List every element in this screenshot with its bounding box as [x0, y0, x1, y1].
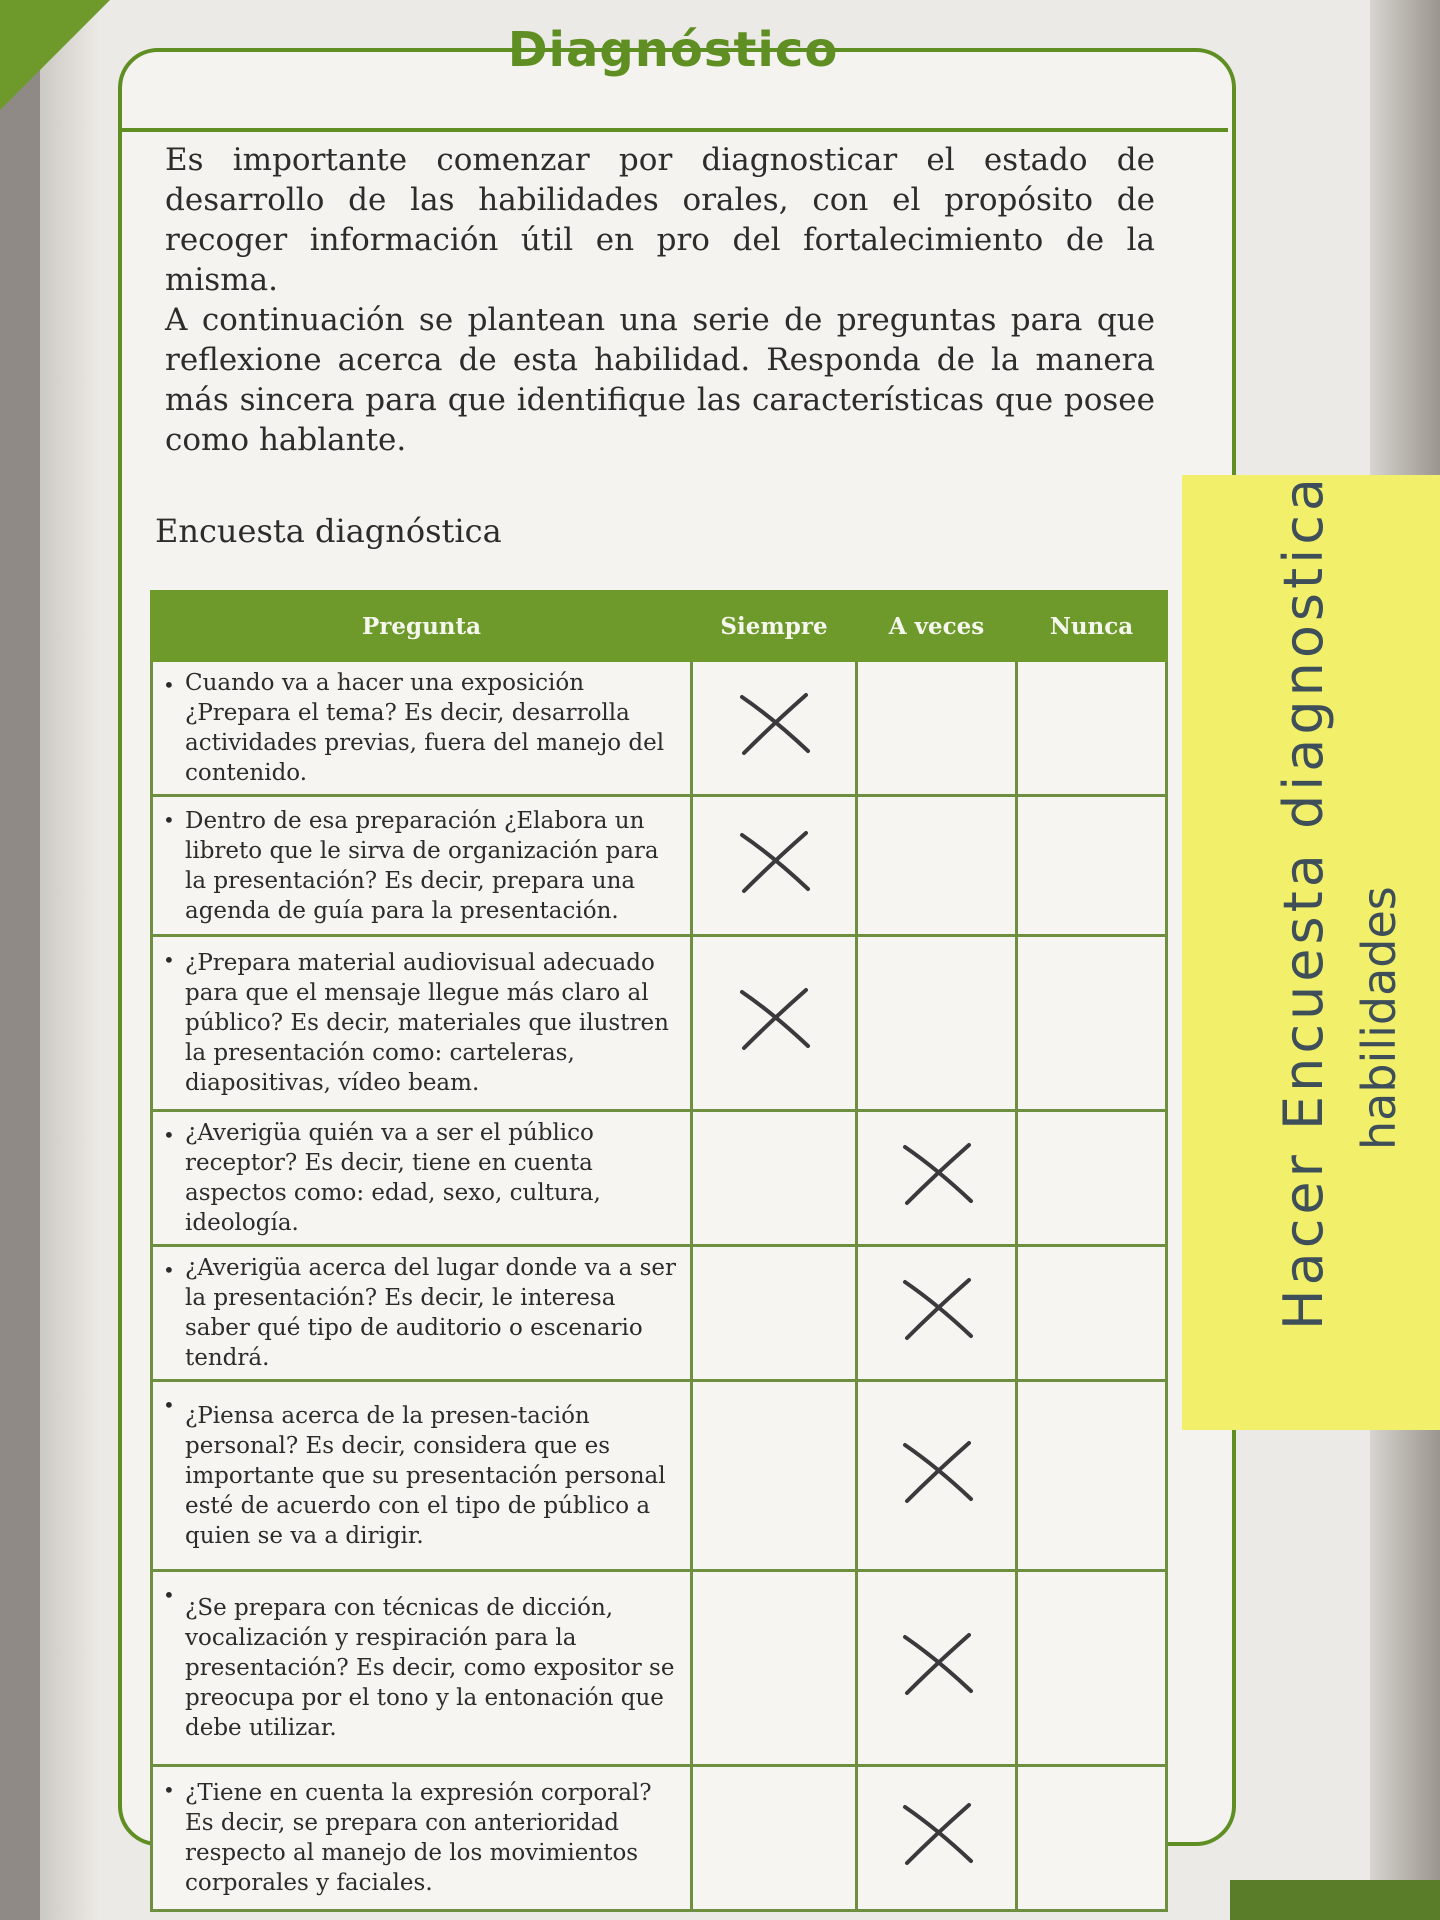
answer-cell-never[interactable]	[1017, 1571, 1167, 1766]
answer-cell-sometimes[interactable]	[857, 796, 1017, 936]
question-cell	[152, 1381, 692, 1571]
table-row	[152, 1111, 1167, 1246]
handwritten-x-mark-icon	[897, 1629, 977, 1699]
book-spine	[40, 0, 100, 1920]
handwritten-x-mark-icon	[734, 984, 814, 1054]
answer-cell-sometimes[interactable]	[857, 661, 1017, 796]
answer-cell-always[interactable]	[692, 661, 857, 796]
table-row	[152, 796, 1167, 936]
question-cell	[152, 661, 692, 796]
answer-cell-never[interactable]	[1017, 661, 1167, 796]
handwritten-x-mark-icon	[897, 1437, 977, 1507]
handwritten-x-mark-icon	[897, 1799, 977, 1869]
sticky-note-handwriting: Hacer Encuesta diagnostica	[1272, 473, 1335, 1330]
survey-title: Encuesta diagnóstica	[155, 512, 502, 550]
table-row	[152, 1246, 1167, 1381]
answer-cell-always[interactable]	[692, 1766, 857, 1911]
intro-paragraph-2: A continuación se plantean una serie de preguntas para que reflexione acerca de esta habilidad. Responda de la manera más sincera para que identifique las características que posee como hablante.	[165, 302, 1155, 458]
corner-leaf-decoration	[0, 0, 110, 110]
bullet-icon: •	[163, 808, 175, 832]
answer-cell-sometimes[interactable]	[857, 1381, 1017, 1571]
answer-cell-never[interactable]	[1017, 936, 1167, 1111]
answer-cell-never[interactable]	[1017, 1766, 1167, 1911]
question-cell	[152, 1766, 692, 1911]
title-band	[118, 0, 1228, 132]
answer-cell-always[interactable]	[692, 1246, 857, 1381]
question-cell	[152, 1246, 692, 1381]
bullet-icon: •	[163, 948, 175, 972]
table-row	[152, 1766, 1167, 1911]
table-row	[152, 661, 1167, 796]
sticky-note-handwriting-2: habilidades	[1352, 886, 1406, 1150]
answer-cell-always[interactable]	[692, 796, 857, 936]
handwritten-x-mark-icon	[897, 1274, 977, 1344]
question-cell	[152, 796, 692, 936]
answer-cell-sometimes[interactable]	[857, 1766, 1017, 1911]
column-header-never: Nunca	[1017, 592, 1167, 661]
question-text: Cuando va a hacer una exposición ¿Prepara el tema? Es decir, desarrolla actividades previas, fuera del manejo del contenido.	[185, 670, 665, 786]
question-text: ¿Averigüa acerca del lugar donde va a ser la presentación? Es decir, le interesa saber qué tipo de auditorio o escenario tendrá.	[185, 1255, 677, 1371]
answer-cell-always[interactable]	[692, 936, 857, 1111]
bullet-icon: •	[163, 1393, 175, 1417]
answer-cell-sometimes[interactable]	[857, 1571, 1017, 1766]
bullet-icon: •	[163, 673, 175, 697]
question-text: ¿Tiene en cuenta la expresión corporal? Es decir, se prepara con anterioridad respecto al manejo de los movimientos corporales y faciales.	[185, 1780, 652, 1896]
question-text: ¿Se prepara con técnicas de dicción, vocalización y respiración para la presentación? Es decir, como expositor se preocupa por el tono y la entonación que debe utilizar.	[185, 1595, 675, 1741]
column-header-always: Siempre	[692, 592, 857, 661]
answer-cell-never[interactable]	[1017, 1381, 1167, 1571]
answer-cell-always[interactable]	[692, 1381, 857, 1571]
answer-cell-sometimes[interactable]	[857, 1111, 1017, 1246]
bottom-green-decoration	[1230, 1880, 1440, 1920]
answer-cell-never[interactable]	[1017, 1111, 1167, 1246]
question-cell	[152, 936, 692, 1111]
survey-header-row	[152, 592, 1167, 661]
answer-cell-always[interactable]	[692, 1111, 857, 1246]
bullet-icon: •	[163, 1778, 175, 1802]
handwritten-x-mark-icon	[897, 1139, 977, 1209]
table-row	[152, 936, 1167, 1111]
bullet-icon: •	[163, 1258, 175, 1282]
table-row	[152, 1381, 1167, 1571]
answer-cell-never[interactable]	[1017, 796, 1167, 936]
column-header-sometimes: A veces	[857, 592, 1017, 661]
bullet-icon: •	[163, 1123, 175, 1147]
question-text: ¿Averigüa quién va a ser el público receptor? Es decir, tiene en cuenta aspectos como: edad, sexo, cultura, ideología.	[185, 1120, 601, 1236]
bullet-icon: •	[163, 1583, 175, 1607]
page-title: Diagnóstico	[507, 22, 839, 78]
intro-paragraph-1: Es importante comenzar por diagnosticar el estado de desarrollo de las habilidades orales, con el propósito de recoger información útil en pro del fortalecimiento de la misma.	[165, 142, 1155, 298]
table-row	[152, 1571, 1167, 1766]
question-text: ¿Prepara material audiovisual adecuado para que el mensaje llegue más claro al público? Es decir, materiales que ilustren la presentación como: carteleras, diapositivas, vídeo beam.	[185, 950, 669, 1096]
question-cell	[152, 1111, 692, 1246]
question-cell	[152, 1571, 692, 1766]
question-text: Dentro de esa preparación ¿Elabora un libreto que le sirva de organización para la presentación? Es decir, prepara una agenda de guía para la presentación.	[185, 807, 659, 924]
answer-cell-sometimes[interactable]	[857, 936, 1017, 1111]
answer-cell-always[interactable]	[692, 1571, 857, 1766]
handwritten-x-mark-icon	[734, 827, 814, 897]
column-header-question: Pregunta	[152, 592, 692, 661]
answer-cell-sometimes[interactable]	[857, 1246, 1017, 1381]
survey-table	[150, 590, 1168, 1912]
answer-cell-never[interactable]	[1017, 1246, 1167, 1381]
question-text: ¿Piensa acerca de la presen-tación personal? Es decir, considera que es importante que su presentación personal esté de acuerdo con el tipo de público a quien se va a dirigir.	[185, 1402, 666, 1549]
handwritten-x-mark-icon	[734, 689, 814, 759]
